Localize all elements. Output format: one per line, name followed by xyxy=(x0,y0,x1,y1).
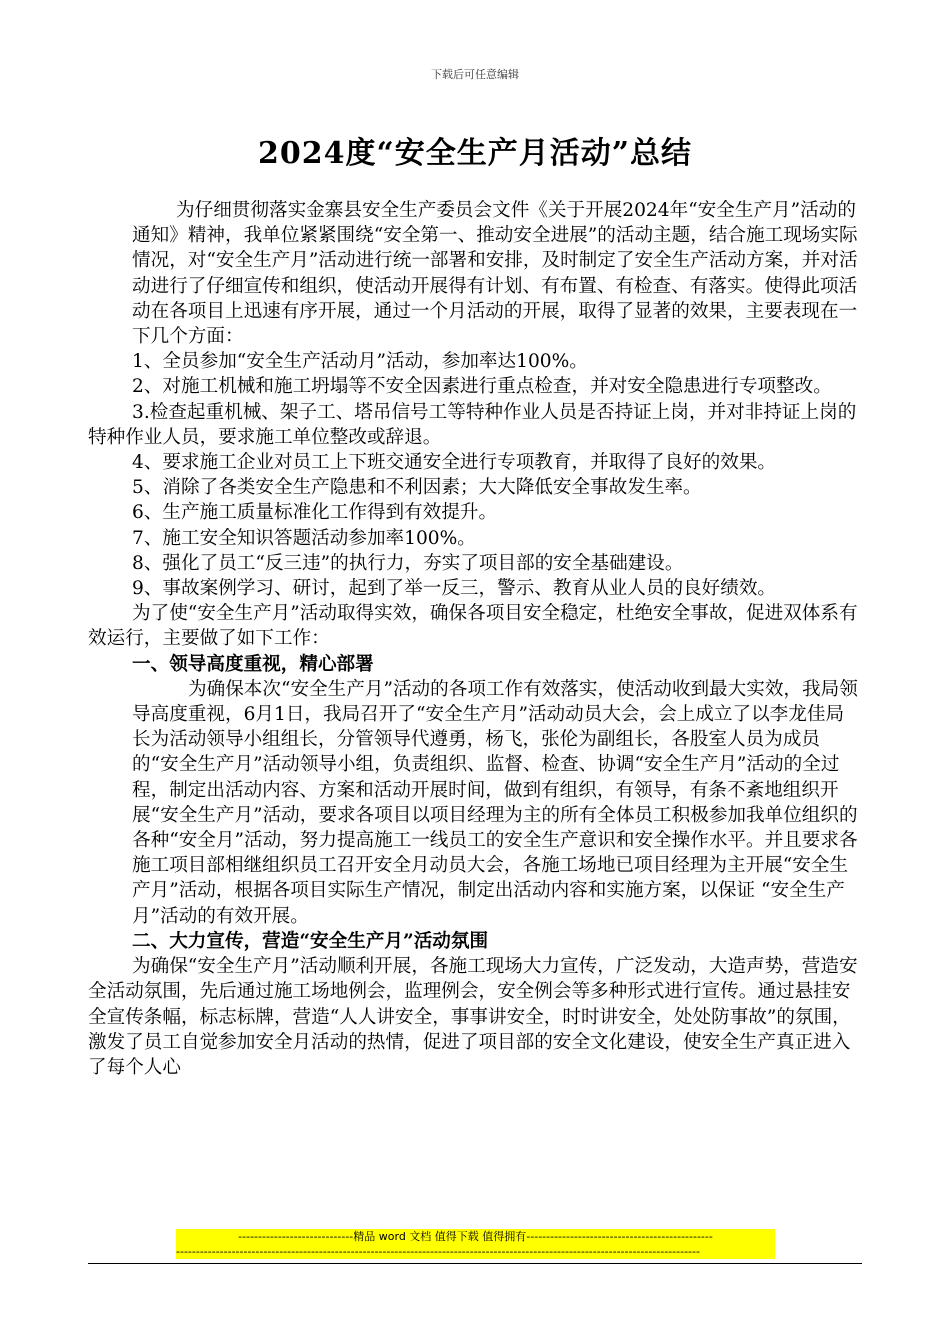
section-heading-2: 二、大力宣传，营造“安全生产月”活动氛围 xyxy=(132,930,489,952)
list-item-8: 8、强化了员工“反三违”的执行力，夯实了项目部的安全基础建设。 xyxy=(132,552,684,574)
list-item-9: 9、事故案例学习、研讨，起到了举一反三，警示、教育从业人员的良好绩效。 xyxy=(132,578,777,600)
document-title: 2024度“安全生产月活动”总结 xyxy=(257,136,692,171)
list-item-6: 6、生产施工质量标准化工作得到有效提升。 xyxy=(132,502,498,524)
section-2-paragraph: 为确保“安全生产月”活动顺利开展，各施工现场大力宣传，广泛发动，大造声势，营造安全活动氛围，先后通过施工场地例会，监理例会，安全例会等多种形式进行宣传。通过悬挂安全宣传条幅，标志标牌，营造“人人讲安全，事事讲安全，时时讲安全，处处防事故”的氛围，激发了员工自觉参加安全月活动的热情，促进了项目部的安全文化建设，使安全生产真正进入了每个人心 xyxy=(88,956,858,1078)
intro-paragraph: 为仔细贯彻落实金寨县安全生产委员会文件《关于开展2024年“安全生产月”活动的通知》精神，我单位紧紧围绕“安全第一、推动安全进展”的活动主题，结合施工现场实际情况，对“安全生产月”活动进行统一部署和安排，及时制定了安全生产活动方案，并对活动进行了仔细宣传和组织，使活动开展得有计划、有布置、有检查、有落实。使得此项活动在各项目上迅速有序开展，通过一个月活动的开展，取得了显著的效果，主要表现在一下几个方面： xyxy=(132,200,858,348)
footer-divider xyxy=(88,1263,862,1264)
footer-banner xyxy=(176,1229,775,1259)
header-note: 下载后可任意编辑 xyxy=(431,68,519,81)
list-item-5: 5、消除了各类安全生产隐患和不利因素；大大降低安全事故发生率。 xyxy=(132,477,702,499)
list-item-1: 1、全员参加“安全生产活动月”活动，参加率达100%。 xyxy=(132,351,588,373)
footer-banner-text: -----------------------------精品 word 文档 值得下载 值得拥有----------------------------------------------- xyxy=(238,1230,713,1243)
section-heading-1: 一、领导高度重视，精心部署 xyxy=(132,653,374,675)
list-item-2: 2、对施工机械和施工坍塌等不安全因素进行重点检查，并对安全隐患进行专项整改。 xyxy=(132,376,832,398)
transition-paragraph: 为了使“安全生产月”活动取得实效，确保各项目安全稳定，杜绝安全事故，促进双体系有效运行，主要做了如下工作： xyxy=(88,603,858,650)
list-item-4: 4、要求施工企业对员工上下班交通安全进行专项教育，并取得了良好的效果。 xyxy=(132,452,777,474)
section-1-paragraph: 为确保本次“安全生产月”活动的各项工作有效落实，使活动收到最大实效，我局领导高度重视，6月1日，我局召开了“安全生产月”活动动员大会，会上成立了以李龙佳局长为活动领导小组组长，分管领导代遵勇，杨飞，张伦为副组长，各股室人员为成员的“安全生产月”活动领导小组，负责组织、监督、检查、协调“安全生产月”活动的全过程，制定出活动内容、方案和活动开展时间，做到有组织，有领导，有条不紊地组织开展“安全生产月”活动，要求各项目以项目经理为主的所有全体员工积极参加我单位组织的各种“安全月”活动，努力提高施工一线员工的安全生产意识和安全操作水平。并且要求各施工项目部相继组织员工召开安全月动员大会，各施工场地已项目经理为主开展“安全生产月”活动，根据各项目实际生产情况，制定出活动内容和实施方案，以保证 “安全生产月”活动的有效开展。 xyxy=(132,678,858,927)
footer-banner-dashes: ------------------------------------------------------------------------------------------------------------------------------------ xyxy=(176,1245,700,1258)
list-item-7: 7、施工安全知识答题活动参加率100%。 xyxy=(132,527,476,549)
document-body xyxy=(88,198,860,1080)
list-item-3: 3.检查起重机械、架子工、塔吊信号工等特种作业人员是否持证上岗，并对非持证上岗的特种作业人员，要求施工单位整改或辞退。 xyxy=(88,401,857,448)
